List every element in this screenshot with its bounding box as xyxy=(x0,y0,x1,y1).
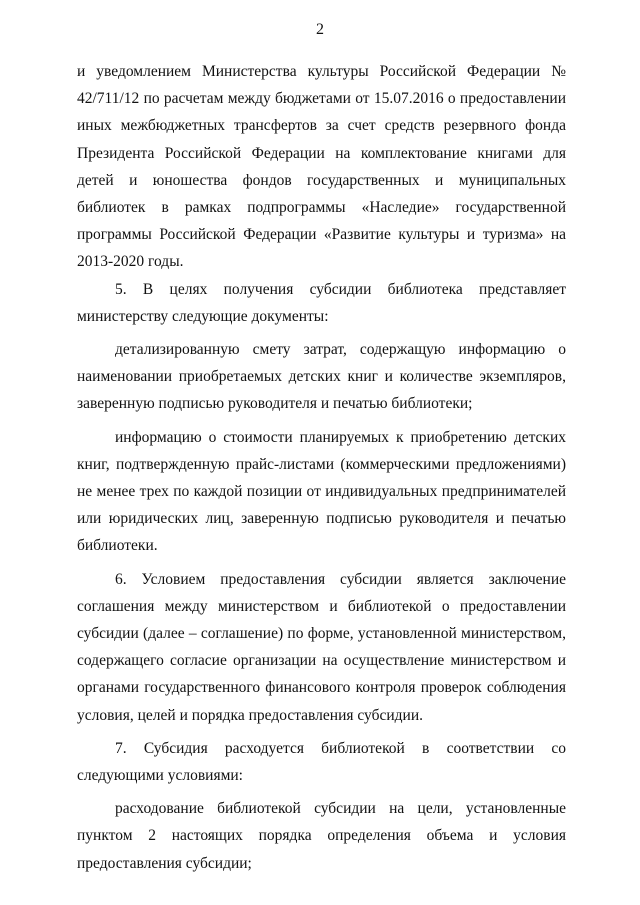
paragraph-spending-condition: расходование библиотекой субсидии на цели, установленные пунктом 2 настоящих порядка определения объема и условия предоставления субсидии; xyxy=(77,800,566,872)
paragraph-clause-7: 7. Субсидия расходуется библиотекой в соответствии со следующими условиями: xyxy=(77,739,566,785)
paragraph-clause-5: 5. В целях получения субсидии библиотека представляет министерству следующие документы: xyxy=(77,280,566,325)
paragraph-estimate: детализированную смету затрат, содержащую информацию о наименовании приобретаемых детских книг и количестве экземпляров, заверенную подписью руководителя и печатью библиотеки; xyxy=(77,341,566,413)
page-number: 2 xyxy=(316,21,324,38)
document-body xyxy=(77,58,566,877)
paragraph-clause-6: 6. Условием предоставления субсидии является заключение соглашения между министерством и библиотекой о предоставлении субсидии (далее – соглашение) по форме, установленной министерством, содержащего согласие организации на осуществление министерством и органами государственного финансового контроля проверок соблюдения условия, целей и порядка предоставления субсидии. xyxy=(77,570,566,724)
paragraph-price-info: информацию о стоимости планируемых к приобретению детских книг, подтвержденную прайс-листами (коммерческими предложениями) не менее трех по каждой позиции от индивидуальных предпринимателей или юридических лиц, заверенную подписью руководителя и печатью библиотеки. xyxy=(77,428,566,555)
paragraph-continuation: и уведомлением Министерства культуры Российской Федерации № 42/711/12 по расчетам между бюджетами от 15.07.2016 о предоставлении иных межбюджетных трансфертов за счет средств резервного фонда Президента Российской Федерации на комплектование книгами для детей и юношества фондов государственных и муниципальных библиотек в рамках подпрограммы «Наследие» государственной программы Российской Федерации «Развитие культуры и туризма» на 2013-2020 годы. xyxy=(77,63,566,271)
